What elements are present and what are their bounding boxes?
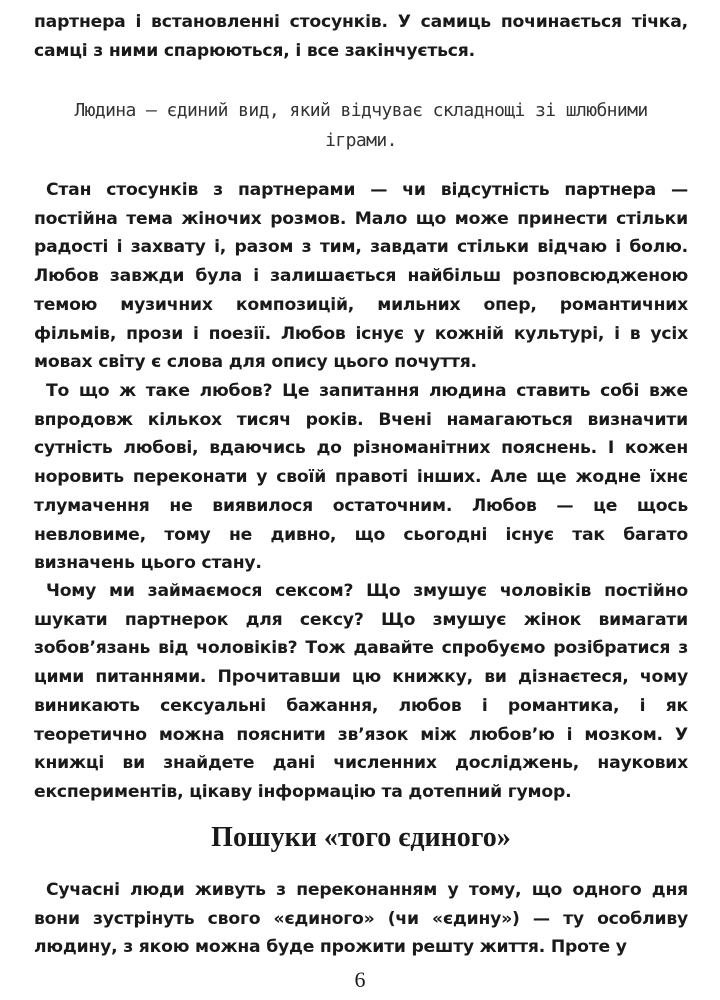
section-heading: Пошуки «того єдиного» (211, 822, 511, 853)
page-number: 6 (354, 967, 366, 992)
paragraph-love-topic: Стан стосунків з партнерами — чи відсутність партнера — постійна тема жіночих розмов. Мало що може принести стільки радості і захвату і, разом з тим, завдати стільки відчаю і болю. Любов завжди була і залишається найбільш розповсюдженою темою музичних композицій, мильних опер, романтичних фільмів, прози і поезії. Любов існує у кожній культурі, і в усіх мовах світу є слова для опису цього почуття. (34, 180, 688, 373)
epigraph-quote: Людина — єдиний вид, який відчуває складнощі зі шлюбними іграми. (74, 100, 648, 151)
paragraph-why-sex: Чому ми займаємося сексом? Що змушує чоловіків постійно шукати партнерок для сексу? Що змушує жінок вимагати зобов’язань від чоловіків? Тож давайте спробуємо розібратися з цими питаннями. Прочитавши цю книжку, ви дізнаєтеся, чому виникають сексуальні бажання, любов і романтика, і як теоретично можна пояснити зв’язок між любов’ю і мозком. У книжці ви знайдете дані численних досліджень, наукових експериментів, цікаву інформацію та дотепний гумор. (34, 581, 688, 802)
paragraph-what-is-love: То що ж таке любов? Це запитання людина ставить собі вже впродовж кількох тисяч років. Вчені намагаються визначити сутність любові, вдаючись до різноманітних пояснень. І кожен норовить переконати у своїй правоті інших. Але ще жодне їхнє тлумачення не виявилося остаточним. Любов — це щось невловиме, тому не дивно, що сьогодні існує так багато визначень цього стану. (34, 381, 688, 574)
top-paragraph: партнера і встановленні стосунків. У самиць починається тічка, самці з ними спарюються, і все закінчується. (34, 12, 688, 61)
section-paragraph: Сучасні люди живуть з переконанням у тому, що одного дня вони зустрінуть свого «єдиного» (чи «єдину») — ту особливу людину, з якою можна буде прожити решту життя. Проте у (34, 880, 688, 958)
